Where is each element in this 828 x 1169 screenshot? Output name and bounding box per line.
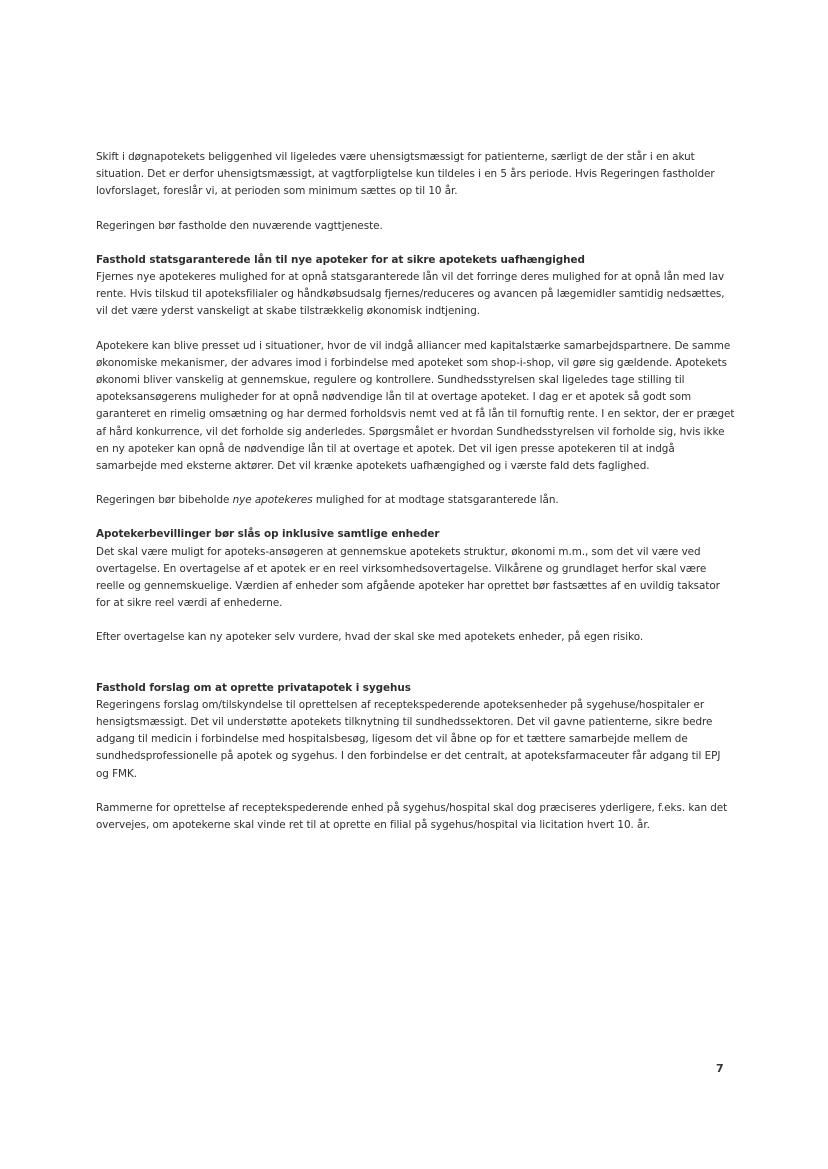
section-text: Fjernes nye apotekeres mulighed for at opnå statsgaranterede lån vil det forringe deres mulighed for at opnå lån med lav rente. Hvis tilskud til apoteksfilialer og håndkøbsudsalg fjernes/reduceres og avancen på lægemidler samtidig nedsættes, vil det være yderst vanskeligt at skabe tilstrækkelig økonomisk indtjening. [96, 271, 725, 318]
text-run: Regeringen bør bibeholde [96, 494, 233, 507]
paragraph-keep-duty-service: Regeringen bør fastholde den nuværende vagttjeneste. [96, 219, 383, 232]
section-text: Det skal være muligt for apoteks-ansøgeren at gennemskue apotekets struktur, økonomi m.m., som det vil være ved overtagelse. En overtagelse af et apotek er en reel virksomhedsovertagelse. Vilkårene og grundlaget herfor skal være reelle og gennemskuelige. Værdien af enheder som afgående apoteker har oprettet bør fastsættes af en uvildig taksator for at sikre reel værdi af enhederne. [96, 545, 720, 610]
page-number: 7 [716, 1062, 724, 1075]
emphasis-new-pharmacists: nye apotekeres [232, 494, 313, 507]
section-heading: Apotekerbevillinger bør slås op inklusive samtlige enheder [96, 528, 440, 541]
section-heading: Fasthold forslag om at oprette privatapotek i sygehus [96, 681, 411, 694]
section-hospital-pharmacy [96, 680, 736, 783]
paragraph-alliances: Apotekere kan blive presset ud i situationer, hvor de vil indgå alliancer med kapitalstærke samarbejdspartnere. De samme økonomiske mekanismer, der advares imod i forbindelse med apoteket som shop-i-shop, vil gøre sig gældende. Apotekets økonomi bliver vanskelig at gennemskue, regulere og kontrollere. Sundhedsstyrelsen skal ligeledes tage stilling til apoteksansøgerens muligheder for at opnå nødvendige lån til at overtage apoteket. I dag er et apotek så godt som garanteret en rimelig omsætning og har dermed forholdsvis nemt ved at få lån til fornuftig rente. I en sektor, der er præget af hård konkurrence, vil det forholde sig anderledes. Spørgsmålet er hvordan Sundhedsstyrelsen vil forholde sig, hvis ikke en ny apoteker kan opnå de nødvendige lån til at overtage et apotek. Det vil igen presse apotekeren til at indgå samarbejde med eksterne aktører. Det vil krænke apotekets uafhængighed og i værste fald dets faglighed. [96, 339, 735, 473]
section-heading: Fasthold statsgaranterede lån til nye apoteker for at sikre apotekets uafhængighed [96, 253, 585, 266]
paragraph-keep-loans [96, 492, 736, 509]
section-licenses-all-units [96, 526, 736, 612]
text-run: mulighed for at modtage statsgaranterede lån. [312, 494, 559, 507]
paragraph-night-pharmacy-location: Skift i døgnapotekets beliggenhed vil ligeledes være uhensigtsmæssigt for patienterne, særligt de der står i en akut situation. Det er derfor uhensigtsmæssigt, at vagtforpligtelse kun tildeles i en 5 års periode. Hvis Regeringen fastholder lovforslaget, foreslår vi, at perioden som minimum sættes op til 10 år. [96, 151, 715, 198]
document-body [96, 149, 736, 851]
paragraph-after-takeover: Efter overtagelse kan ny apoteker selv vurdere, hvad der skal ske med apotekets enheder, på egen risiko. [96, 631, 644, 644]
section-state-guaranteed-loans [96, 252, 736, 321]
paragraph-framework: Rammerne for oprettelse af receptekspederende enhed på sygehus/hospital skal dog præciseres yderligere, f.eks. kan det overvejes, om apotekerne skal vinde ret til at oprette en filial på sygehus/hospital via licitation hvert 10. år. [96, 801, 728, 832]
section-text: Regeringens forslag om/tilskyndelse til oprettelsen af receptekspederende apoteksenheder på sygehuse/hospitaler er hensigtsmæssigt. Det vil understøtte apotekets tilknytning til sundhedssektoren. Det vil gavne patienterne, sikre bedre adgang til medicin i forbindelse med hospitalsbesøg, ligesom det vil åbne op for et tættere samarbejde mellem de sundhedsprofessionelle på apotek og sygehus. I den forbindelse er det centralt, at apoteksfarmaceuter får adgang til EPJ og FMK. [96, 698, 721, 780]
